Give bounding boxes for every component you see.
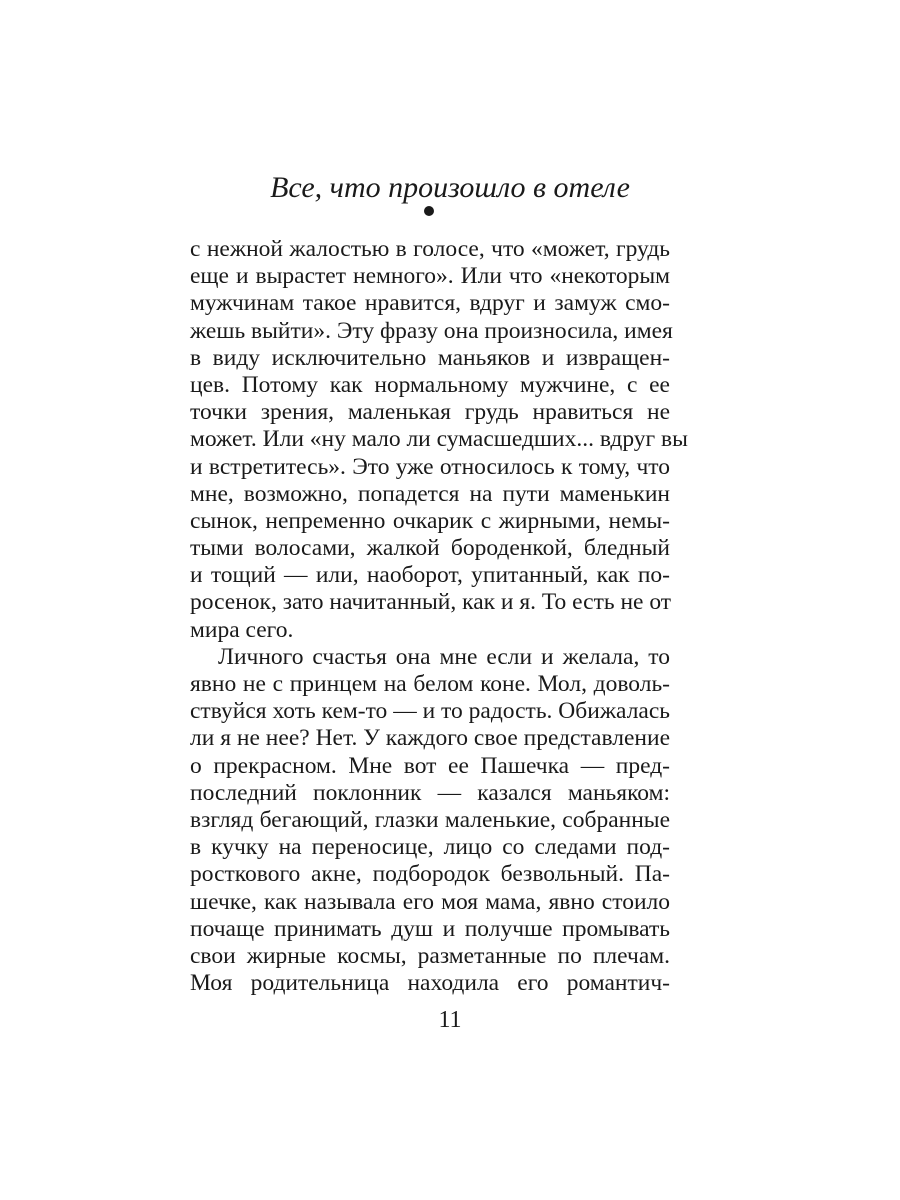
text-line: и тощий — или, наоборот, упитанный, как по-	[190, 562, 670, 589]
text-line: ли я не нее? Нет. У каждого свое представление	[190, 725, 670, 752]
text-line: еще и вырастет немного». Или что «некоторым	[190, 263, 670, 290]
page-number: 11	[438, 1007, 462, 1033]
paragraph	[190, 644, 670, 997]
running-head-bullet	[424, 206, 434, 216]
text-line: может. Или «ну мало ли сумасшедших... вдруг вы	[190, 426, 688, 453]
text-line: явно не с принцем на белом коне. Мол, доволь-	[190, 671, 670, 697]
text-line: жешь выйти». Эту фразу она произносила, имея	[190, 317, 673, 344]
text-line: последний поклонник — казался маньяком:	[190, 779, 670, 806]
text-line: взгляд бегающий, глазки маленькие, собранные	[190, 806, 670, 833]
text-line: ствуйся хоть кем-то — и то радость. Обижалась	[190, 698, 670, 725]
text-line: мне, возможно, попадется на пути маменькин	[190, 480, 670, 507]
text-line: мира сего.	[190, 616, 294, 643]
running-head-title: Все, что произошло в отеле	[270, 171, 630, 204]
text-line: в кучку на переносице, лицо со следами под-	[190, 834, 670, 861]
text-line: с нежной жалостью в голосе, что «может, грудь	[190, 236, 670, 262]
paragraph	[190, 236, 688, 644]
text-line: мужчинам такое нравится, вдруг и замуж смо-	[190, 290, 670, 317]
text-line: точки зрения, маленькая грудь нравиться не	[190, 399, 670, 426]
text-line: Личного счастья она мне если и желала, то	[218, 643, 670, 670]
text-line: Моя родительница находила его романтич-	[190, 970, 670, 997]
text-line: сынок, непременно очкарик с жирными, немы-	[190, 507, 670, 534]
text-line: в виду исключительно маньяков и извращен-	[190, 344, 670, 371]
text-line: и встретитесь». Это уже относилось к тому, что	[190, 453, 670, 480]
body-text	[190, 236, 688, 997]
text-line: тыми волосами, жалкой бороденкой, бледный	[190, 535, 670, 562]
text-line: шечке, как называла его моя мама, явно стоило	[190, 888, 670, 915]
text-line: цев. Потому как нормальному мужчине, с ее	[190, 371, 670, 398]
text-line: росткового акне, подбородок безвольный. Па-	[190, 861, 670, 888]
text-line: свои жирные космы, разметанные по плечам.	[190, 942, 670, 969]
text-line: о прекрасном. Мне вот ее Пашечка — пред-	[190, 752, 670, 779]
text-line: росенок, зато начитанный, как и я. То есть не от	[190, 589, 672, 616]
text-line: почаще принимать душ и получше промывать	[190, 915, 670, 942]
